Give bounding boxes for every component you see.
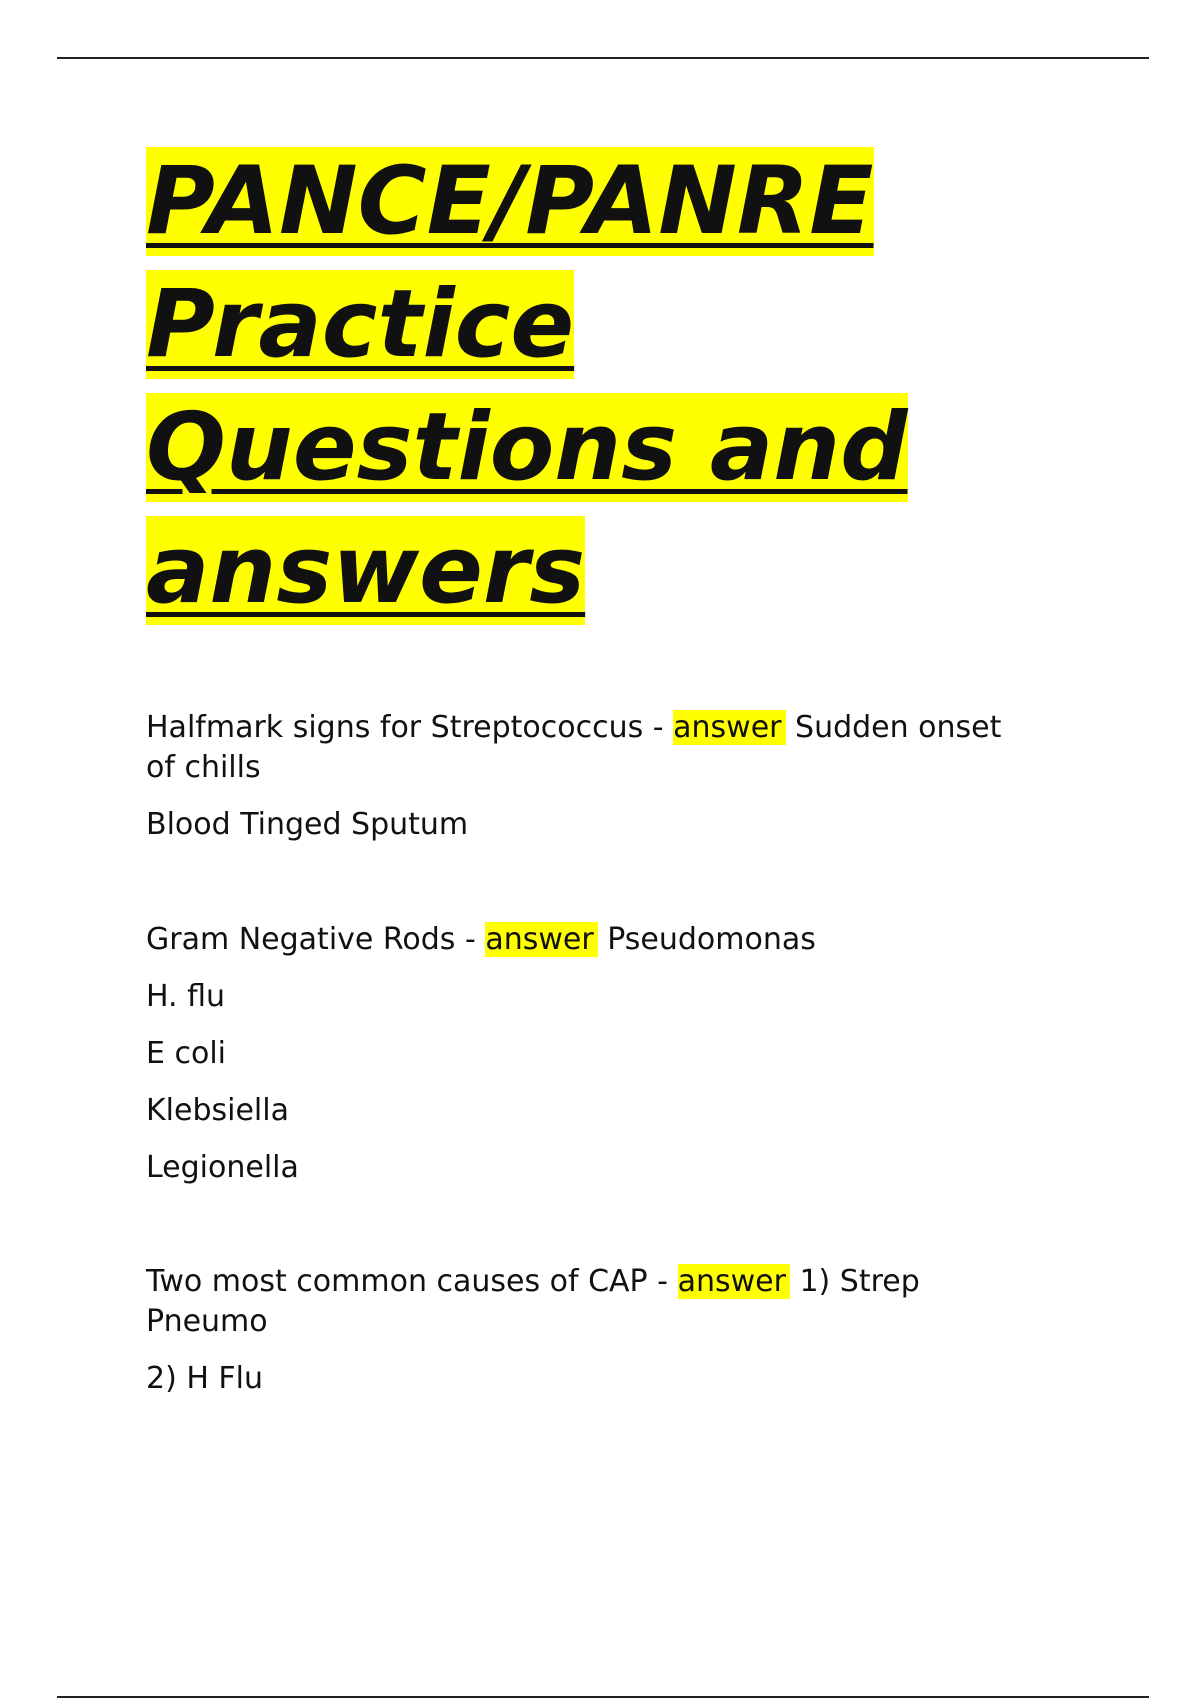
question-3 — [146, 1262, 920, 1302]
question-text: Gram Negative Rods - — [146, 922, 486, 957]
answer-line: E coli — [146, 1036, 227, 1071]
answer-line: of chills — [146, 750, 261, 785]
question-text: Two most common causes of CAP - — [146, 1264, 678, 1299]
answer-marker: answer — [673, 710, 785, 745]
answer-line: 2) H Flu — [146, 1361, 264, 1396]
answer-text: Sudden onset — [785, 710, 1002, 745]
title-line: answers — [146, 516, 586, 625]
answer-marker: answer — [485, 922, 597, 957]
answer-line: Pneumo — [146, 1304, 268, 1339]
footer-rule — [57, 1696, 1149, 1698]
title-line: PANCE/PANRE — [146, 147, 874, 256]
title-line: Practice — [146, 270, 575, 379]
answer-marker: answer — [678, 1264, 790, 1299]
answer-text: Pseudomonas — [597, 922, 816, 957]
question-1 — [146, 708, 1001, 748]
question-text: Halfmark signs for Streptococcus - — [146, 710, 674, 745]
title-line: Questions and — [146, 393, 908, 502]
answer-line: H. flu — [146, 979, 226, 1014]
header-rule — [57, 57, 1149, 59]
document-title — [146, 140, 1046, 632]
answer-line: Legionella — [146, 1150, 299, 1185]
answer-line: Klebsiella — [146, 1093, 289, 1128]
question-2 — [146, 920, 816, 960]
answer-text: 1) Strep — [789, 1264, 920, 1299]
answer-line: Blood Tinged Sputum — [146, 807, 469, 842]
